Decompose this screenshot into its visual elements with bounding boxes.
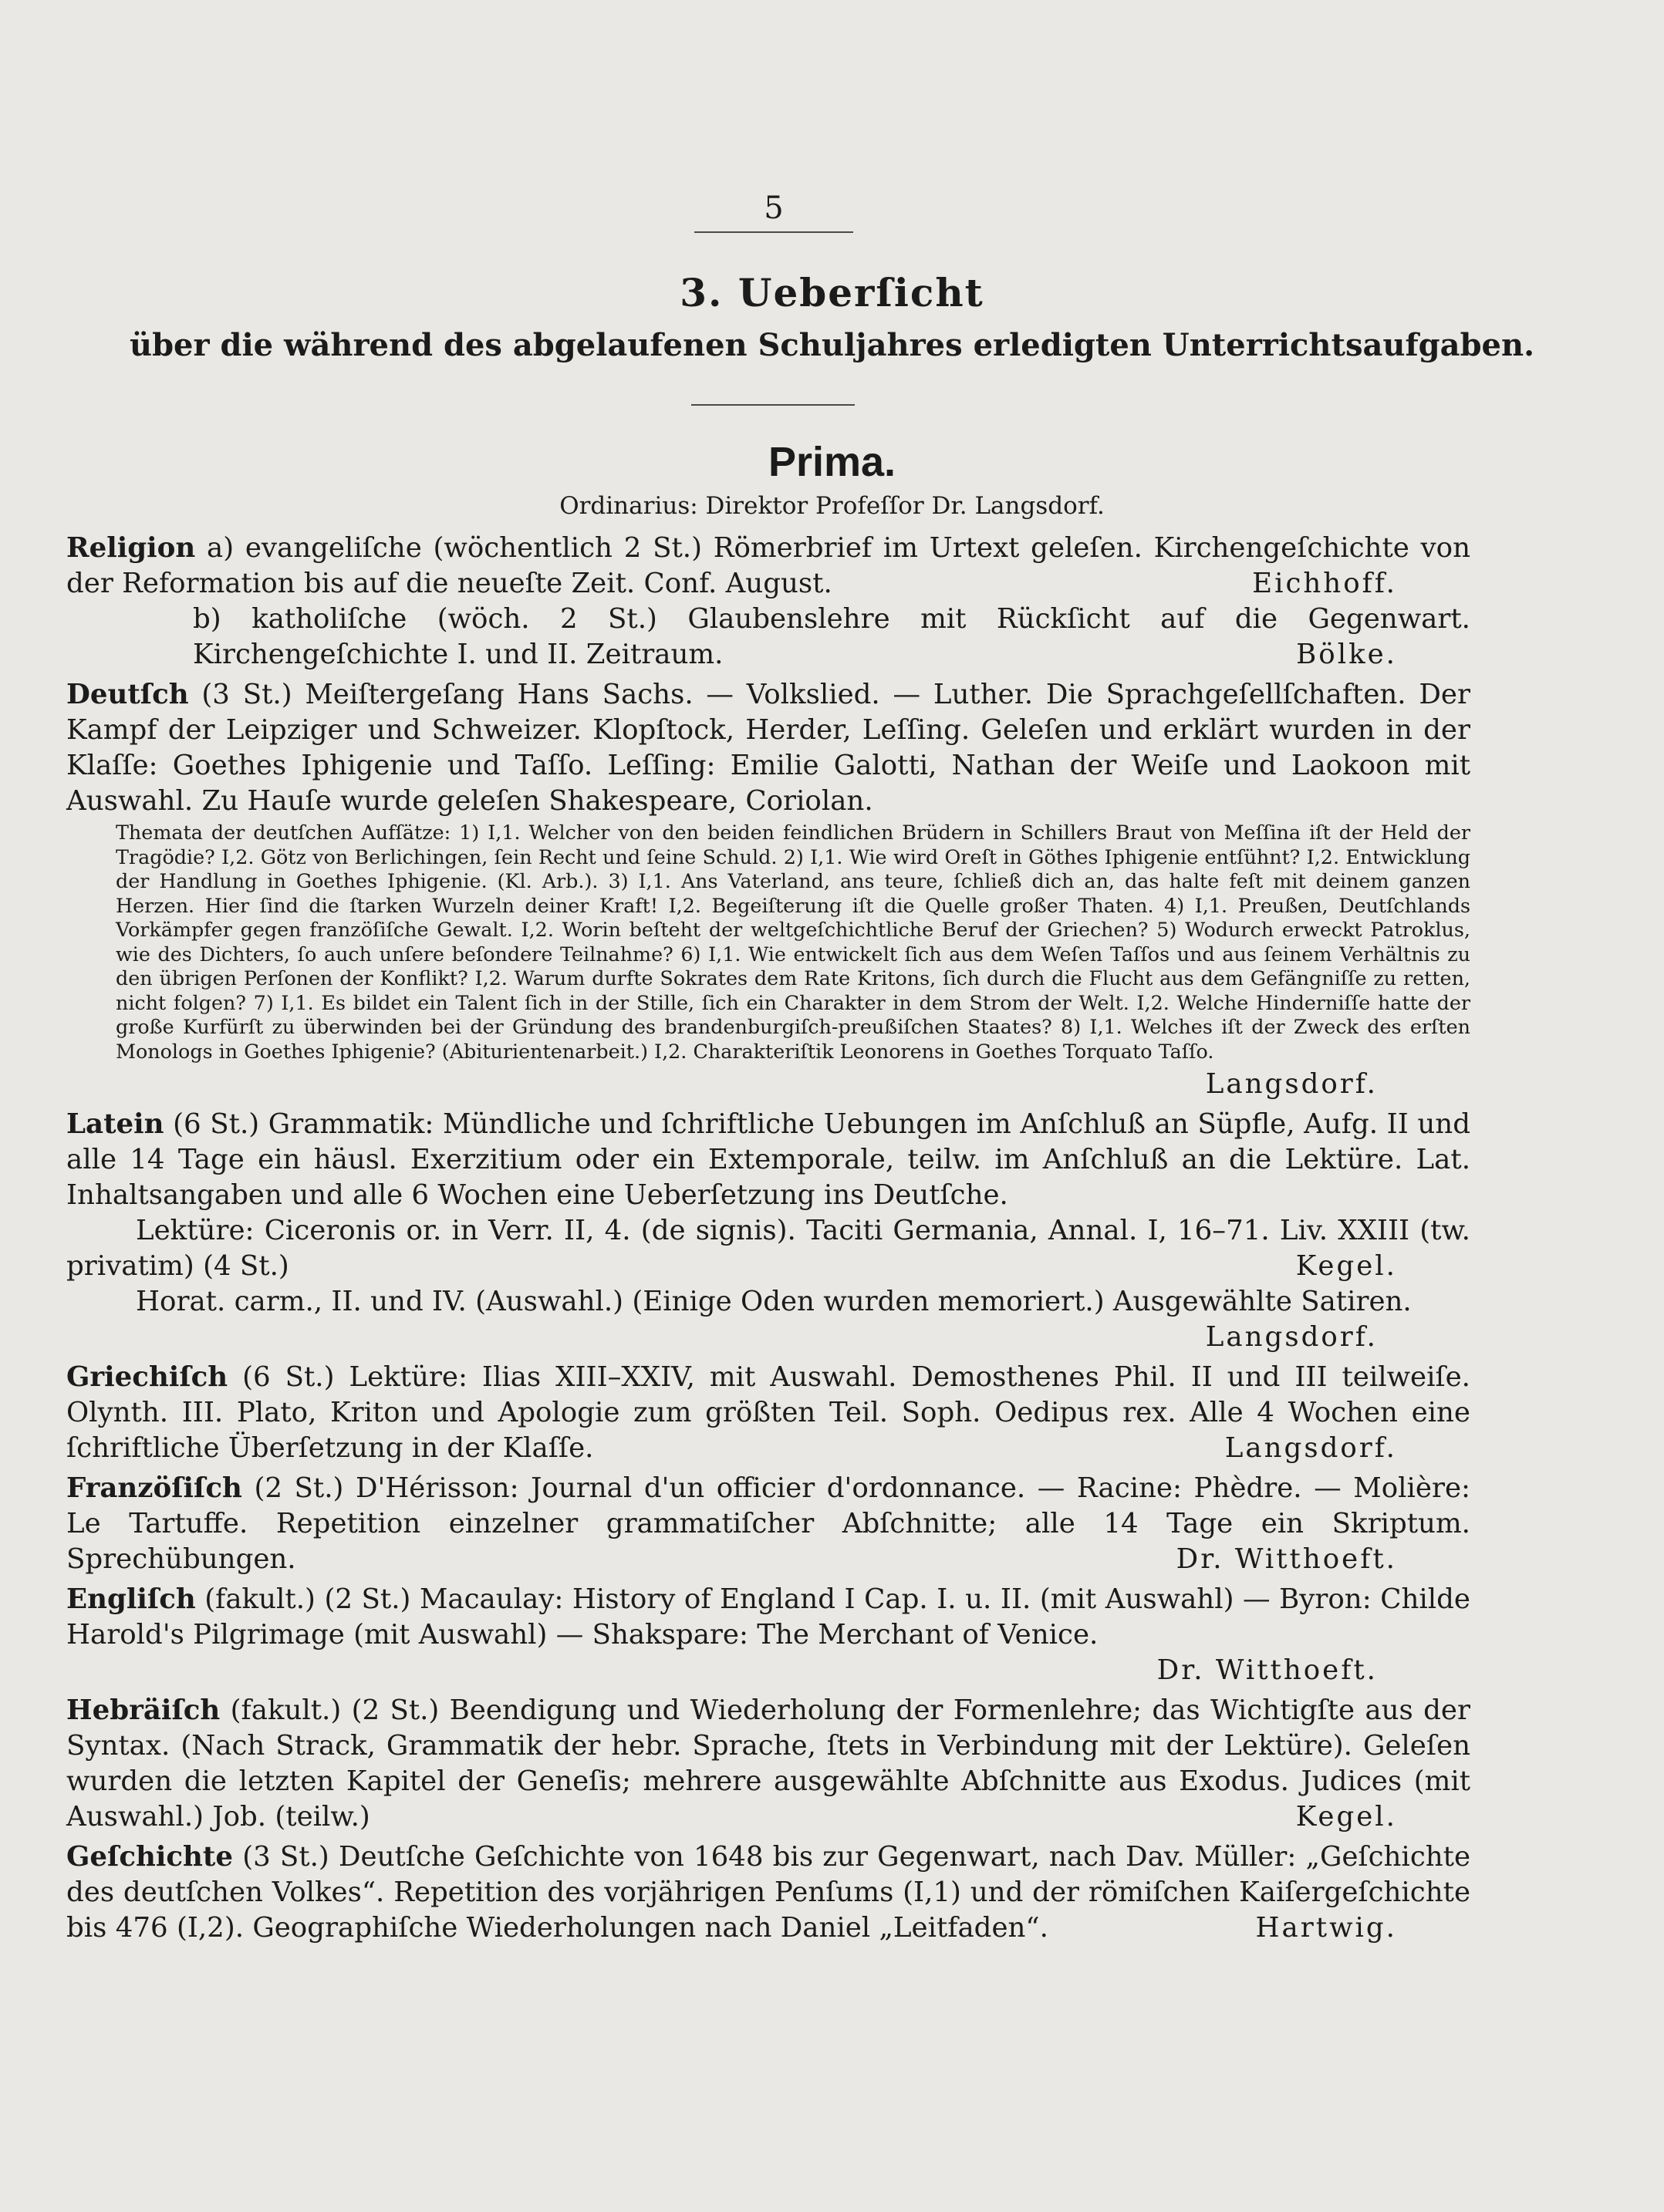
title-rule <box>691 404 855 406</box>
latein-lekture-teacher: Kegel. <box>1295 1250 1397 1282</box>
religion-a-text: a) evangeliſche (wöchentlich 2 St.) Römerbrief im Urtext geleſen. Kirchengeſchichte von der Reformation bis auf die neueſte Zeit. Conf. August. <box>66 532 1470 599</box>
geschichte-subject: Geſchichte <box>66 1841 233 1873</box>
geschichte-text: (3 St.) Deutſche Geſchichte von 1648 bis zur Gegenwart, nach Dav. Müller: „Geſchichte des deutſchen Volkes“. Repetition des vorjährigen Penſums (I,1) und der römiſchen Kaiſergeſchichte bis 476 (I,2). Geographiſche Wiederholungen nach Daniel „Leitfaden“. <box>66 1841 1471 1944</box>
geschichte-teacher: Hartwig. <box>1255 1912 1397 1944</box>
section-title: 3. Ueberſicht <box>680 270 984 315</box>
englisch-teacher: Dr. Witthoeft. <box>1156 1654 1378 1686</box>
hebraeisch-text: (fakult.) (2 St.) Beendigung und Wiederholung der Formenlehre; das Wichtigſte aus der Syntax. (Nach Strack, Grammatik der hebr. Sprache, ſtets in Verbindung mit der Lektüre). Geleſen wurden die letzten Kapitel der Geneſis; mehrere ausgewählte Abſchnitte aus Exodus. Judices (mit Auswahl.) Job. (teilw.) <box>66 1694 1470 1833</box>
griechisch-section <box>66 1360 1470 1466</box>
page-number-rule <box>694 231 853 233</box>
hebraeisch-section <box>66 1693 1470 1835</box>
deutsch-text: (3 St.) Meiſtergeſang Hans Sachs. — Volkslied. — Luther. Die Sprachgeſellſchaften. Der Kampf der Leipziger und Schweizer. Klopſtock, Herder, Leſſing. Geleſen und erklärt wurden in der Klaſſe: Goethes Iphigenie und Taſſo. Leſſing: Emilie Galotti, Nathan der Weiſe und Laokoon mit Auswahl. Zu Hauſe wurde geleſen Shakespeare, Coriolan. <box>66 679 1470 817</box>
geschichte-section <box>66 1839 1470 1946</box>
griechisch-text: (6 St.) Lektüre: Ilias XIII–XXIV, mit Auswahl. Demosthenes Phil. II und III teilweiſe. Olynth. III. Plato, Kriton und Apologie zum größten Teil. Soph. Oedipus rex. Alle 4 Wochen eine ſchriftliche Überſetzung in der Klaſſe. <box>66 1361 1470 1464</box>
religion-section <box>66 531 1470 673</box>
griechisch-subject: Griechiſch <box>66 1361 228 1393</box>
latein-text: (6 St.) Grammatik: Mündliche und ſchriftliche Uebungen im Anſchluß an Süpfle, Aufg. II und alle 14 Tage ein häusl. Exerzitium oder ein Extemporale, teilw. im Anſchluß an die Lektüre. Lat. Inhaltsangaben und alle 6 Wochen eine Ueberſetzung ins Deutſche. <box>66 1108 1470 1211</box>
latein-horat-teacher: Langsdorf. <box>1205 1321 1378 1353</box>
hebraeisch-teacher: Kegel. <box>1295 1801 1397 1833</box>
religion-b-teacher: Bölke. <box>1296 639 1397 670</box>
ordinarius-line: Ordinarius: Direktor Profeſſor Dr. Langsdorf. <box>559 492 1105 520</box>
religion-subject: Religion <box>66 532 196 564</box>
englisch-subject: Engliſch <box>66 1583 196 1615</box>
latein-horat: Horat. carm., II. und IV. (Auswahl.) (Einige Oden wurden memoriert.) Ausgewählte Satiren. <box>136 1286 1412 1317</box>
deutsch-subject: Deutſch <box>66 679 189 710</box>
religion-a-teacher: Eichhoff. <box>1252 568 1397 599</box>
religion-b-text: b) katholiſche (wöch. 2 St.) Glaubenslehre mit Rückſicht auf die Gegenwart. Kirchengeſchichte I. und II. Zeitraum. <box>193 603 1470 670</box>
deutsch-teacher: Langsdorf. <box>1205 1068 1378 1100</box>
latein-lekture: Lektüre: Ciceronis or. in Verr. II, 4. (de signis). Taciti Germania, Annal. I, 16–71. Liv. XXIII (tw. privatim) (4 St.) <box>66 1215 1470 1282</box>
page-number: 5 <box>764 191 784 226</box>
curriculum-body <box>66 531 1470 1951</box>
deutsch-section <box>66 677 1470 1102</box>
franzoesisch-text: (2 St.) D'Hérisson: Journal d'un officier d'ordonnance. — Racine: Phèdre. — Molière: Le Tartuffe. Repetition einzelner grammatiſcher Abſchnitte; alle 14 Tage ein Skriptum. Sprechübungen. <box>66 1472 1471 1575</box>
class-heading: Prima. <box>768 439 896 485</box>
griechisch-teacher: Langsdorf. <box>1224 1432 1397 1464</box>
englisch-section <box>66 1582 1470 1688</box>
hebraeisch-subject: Hebräiſch <box>66 1694 221 1726</box>
franzoesisch-teacher: Dr. Witthoeft. <box>1176 1543 1397 1575</box>
latein-section <box>66 1107 1470 1355</box>
deutsch-themes: Themata der deutſchen Aufſätze: 1) I,1. Welcher von den beiden feindlichen Brüdern in Schillers Braut von Meſſina iſt der Held der Tragödie? I,2. Götz von Berlichingen, ſein Recht und ſeine Schuld. 2) I,1. Wie wird Oreſt in Göthes Iphigenie entſühnt? I,2. Entwicklung der Handlung in Goethes Iphigenie. (Kl. Arb.). 3) I,1. Ans Vaterland, ans teure, ſchließ dich an, das halte feſt mit deinem ganzen Herzen. Hier ſind die ſtarken Wurzeln deiner Kraft! I,2. Begeiſterung iſt die Quelle großer Thaten. 4) I,1. Preußen, Deutſchlands Vorkämpfer gegen franzöſiſche Gewalt. I,2. Worin beſteht der weltgeſchichtliche Beruf der Griechen? 5) Wodurch erweckt Patroklus, wie des Dichters, ſo auch unſere beſondere Teilnahme? 6) I,1. Wie entwickelt ſich aus dem Weſen Taſſos und aus ſeinem Verhältnis zu den übrigen Perſonen der Konflikt? I,2. Warum durfte Sokrates dem Rate Kritons, ſich durch die Flucht aus dem Gefängniſſe zu retten, nicht folgen? 7) I,1. Es bildet ein Talent ſich in der Stille, ſich ein Charakter in dem Strom der Welt. I,2. Welche Hinderniſſe hatte der große Kurfürſt zu überwinden bei der Gründung des brandenburgiſch-preußiſchen Staates? 8) I,1. Welches iſt der Zweck des erſten Monologs in Goethes Iphigenie? (Abiturientenarbeit.) I,2. Charakteriſtik Leonorens in Goethes Torquato Taſſo. <box>116 821 1470 1063</box>
englisch-text: (fakult.) (2 St.) Macaulay: History of England I Cap. I. u. II. (mit Auswahl) — Byron: Childe Harold's Pilgrimage (mit Auswahl) — Shakspare: The Merchant of Venice. <box>66 1583 1470 1651</box>
franzoesisch-subject: Franzöſiſch <box>66 1472 242 1504</box>
section-subtitle: über die während des abgelaufenen Schuljahres erledigten Unterrichtsaufgaben. <box>130 327 1534 363</box>
franzoesisch-section <box>66 1471 1470 1577</box>
latein-subject: Latein <box>66 1108 164 1140</box>
